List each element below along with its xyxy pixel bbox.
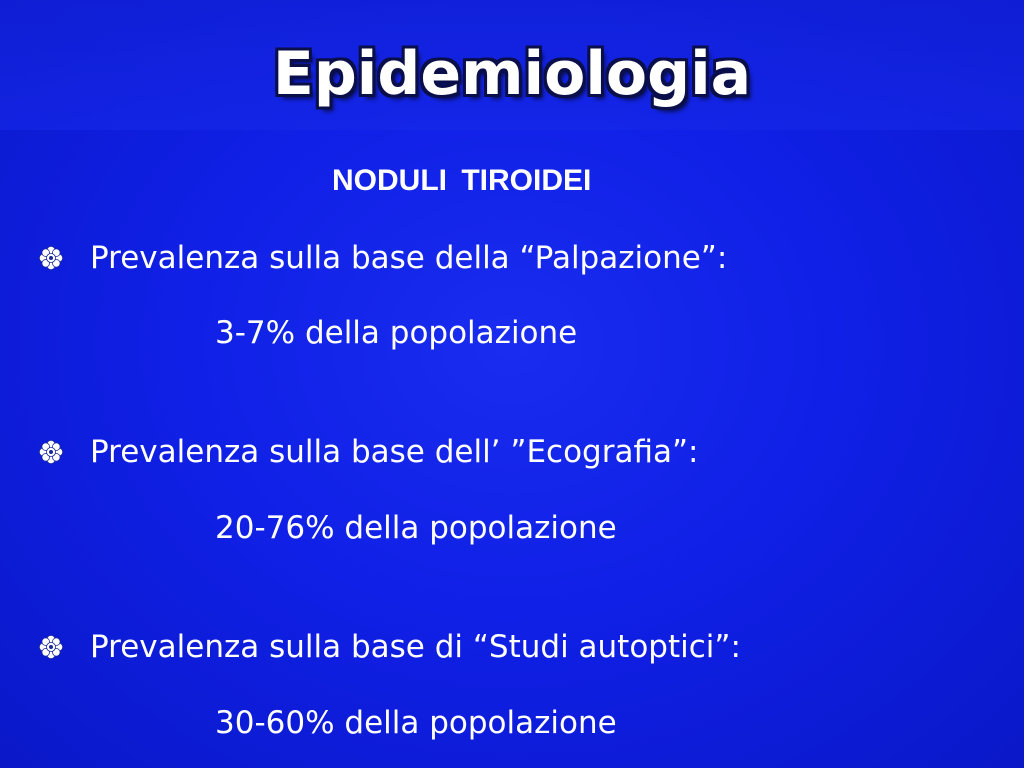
flower-bullet-icon <box>38 634 64 660</box>
bullet-item-ecografia <box>38 432 699 472</box>
slide-title: Epidemiologia <box>272 39 752 109</box>
bullet-item-label: Prevalenza sulla base di “Studi autoptici”: <box>90 629 741 665</box>
flower-bullet-icon <box>38 439 64 465</box>
slide-subtitle: NODULI TIROIDEI <box>332 164 592 197</box>
bullet-item-studi-autoptici <box>38 627 741 667</box>
bullet-item-value: 20-76% della popolazione <box>215 510 617 546</box>
flower-bullet-icon <box>38 245 64 271</box>
bullet-item-label: Prevalenza sulla base dell’ ”Ecografia”: <box>90 434 699 470</box>
bullet-item-value: 30-60% della popolazione <box>215 705 617 741</box>
bullet-item-value: 3-7% della popolazione <box>215 315 578 351</box>
bullet-item-label: Prevalenza sulla base della “Palpazione”: <box>90 240 728 276</box>
bullet-item-palpazione <box>38 238 727 278</box>
